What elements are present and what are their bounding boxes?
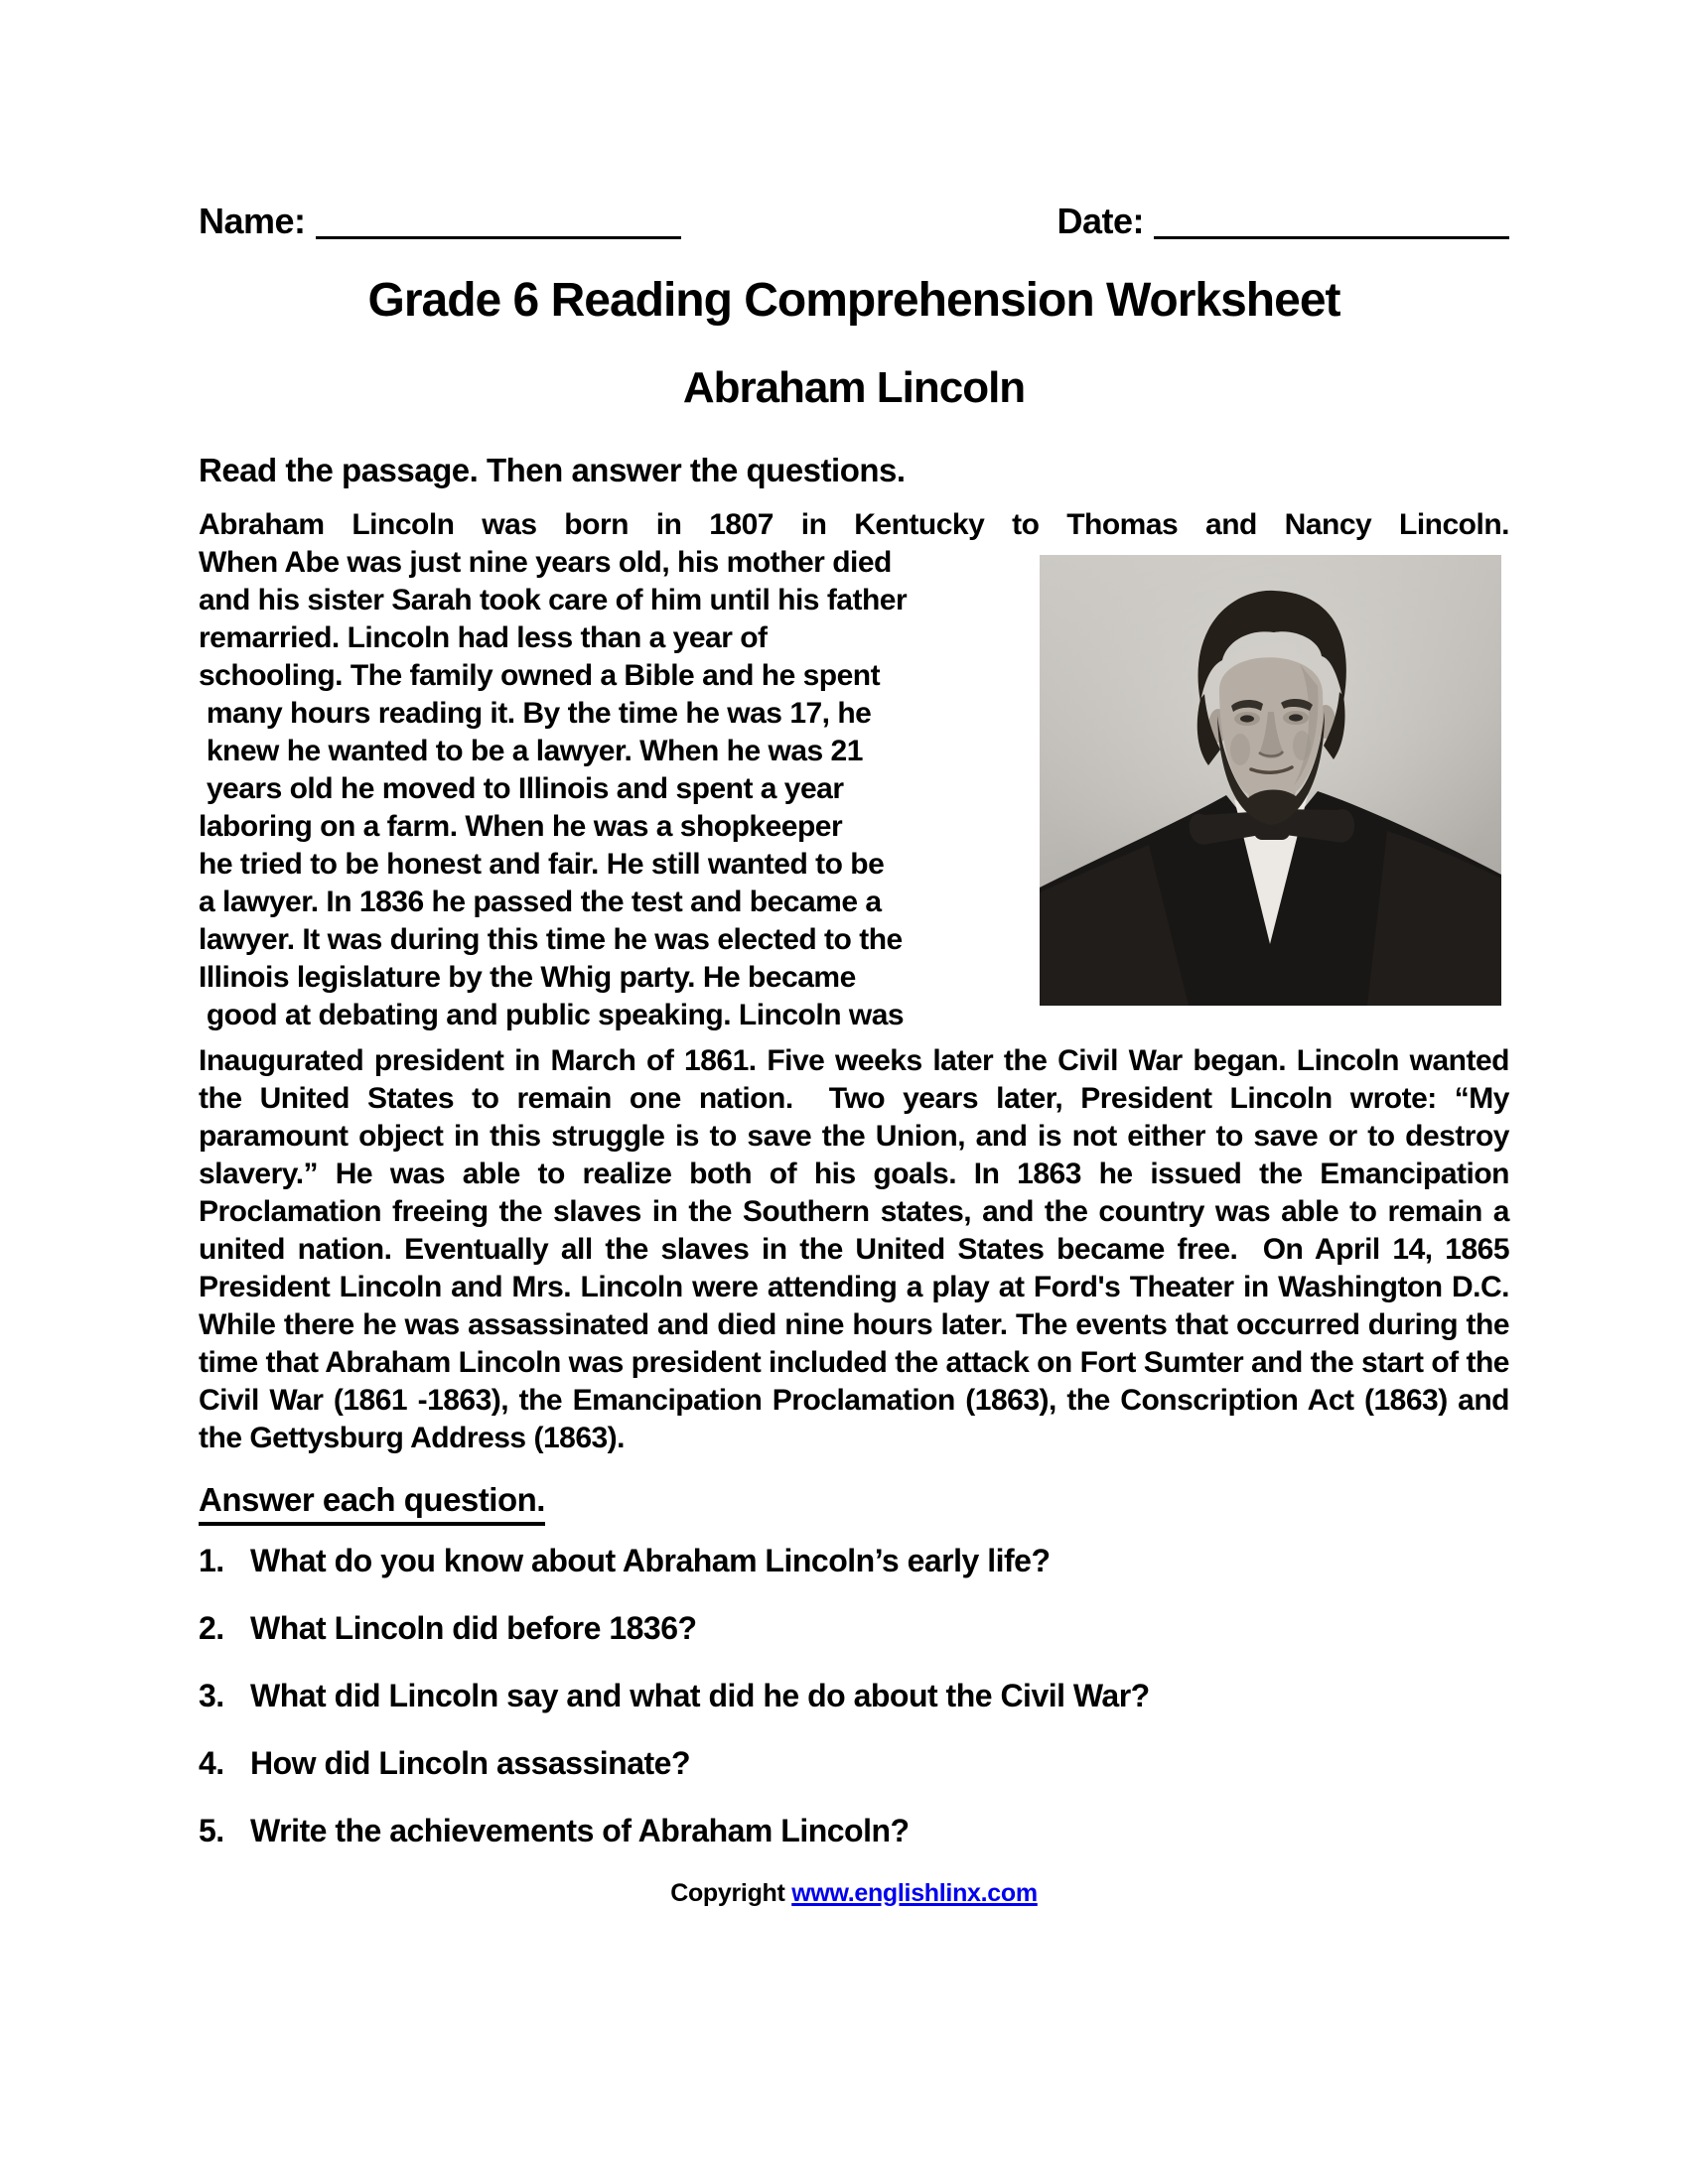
page-title: Grade 6 Reading Comprehension Worksheet	[367, 274, 1340, 327]
passage-first-line: Abraham Lincoln was born in 1807 in Kentucky to Thomas and Nancy Lincoln.	[199, 507, 1509, 541]
passage-rest: Inaugurated president in March of 1861. Five weeks later the Civil War began. Lincoln wanted the United States to remain one nation. Two years later, President Lincoln wrote: “My paramount object in this struggle is to save the Union, and is not either to save or to destroy slavery.” He was able to realize both of his goals. In 1863 he issued the Emancipation Proclamation freeing the slaves in the Southern states, and the country was able to remain a united nation. Eventually all the slaves in the United States became free. On April 14, 1865 President Lincoln and Mrs. Lincoln were attending a play at Ford's Theater in Washington D.C. While there he was assassinated and died nine hours later. The events that occurred during the time that Abraham Lincoln was president included the attack on Fort Sumter and the start of the Civil War (1861 -1863), the Emancipation Proclamation (1863), the Conscription Act (1863) and the Gettysburg Address (1863).	[199, 1043, 1517, 1454]
instructions-text: Read the passage. Then answer the questions.	[199, 451, 906, 488]
date-label: Date:	[1056, 201, 1144, 241]
passage-line: years old he moved to Illinois and spent a year	[199, 771, 844, 805]
passage-line: knew he wanted to be a lawyer. When he was 21	[199, 734, 863, 767]
question-number: 1.	[199, 1542, 224, 1578]
question-item	[199, 1609, 1509, 1647]
passage-line: he tried to be honest and fair. He still wanted to be	[199, 847, 885, 881]
passage-line: a lawyer. In 1836 he passed the test and became a	[199, 885, 882, 918]
passage-line: laboring on a farm. When he was a shopkeeper	[199, 809, 843, 843]
passage-line: When Abe was just nine years old, his mother died	[199, 545, 892, 579]
name-field-group	[199, 201, 681, 241]
date-blank-line	[1154, 205, 1509, 239]
lincoln-portrait-svg	[1040, 555, 1501, 1006]
copyright-text: Copyright	[670, 1878, 792, 1907]
question-item	[199, 1744, 1509, 1782]
question-item	[199, 1677, 1509, 1714]
header-row	[199, 201, 1509, 241]
question-number: 2.	[199, 1609, 224, 1646]
name-blank-line	[316, 205, 681, 239]
questions-heading: Answer each question.	[199, 1481, 1509, 1526]
passage-line: schooling. The family owned a Bible and he spent	[199, 658, 881, 692]
question-text: Write the achievements of Abraham Lincoln?	[250, 1812, 910, 1848]
question-number: 3.	[199, 1677, 224, 1713]
questions-list	[199, 1542, 1509, 1849]
passage	[199, 506, 1517, 1457]
passage-line: Illinois legislature by the Whig party. He became	[199, 960, 856, 994]
passage-line: lawyer. It was during this time he was elected to the	[199, 922, 903, 956]
passage-line: remarried. Lincoln had less than a year of	[199, 620, 768, 654]
question-text: What do you know about Abraham Lincoln’s early life?	[250, 1542, 1051, 1578]
question-number: 5.	[199, 1812, 224, 1848]
question-text: How did Lincoln assassinate?	[250, 1744, 690, 1781]
copyright-line	[199, 1879, 1509, 1908]
question-number: 4.	[199, 1744, 224, 1781]
lincoln-portrait-photo	[1040, 555, 1501, 1006]
passage-line: good at debating and public speaking. Lincoln was	[199, 998, 905, 1031]
date-field-group	[1056, 201, 1509, 241]
question-text: What Lincoln did before 1836?	[250, 1609, 697, 1646]
question-item	[199, 1542, 1509, 1579]
passage-line: many hours reading it. By the time he was 17, he	[199, 696, 872, 730]
question-text: What did Lincoln say and what did he do about the Civil War?	[250, 1677, 1150, 1713]
passage-line: and his sister Sarah took care of him until his father	[199, 583, 908, 616]
question-item	[199, 1812, 1509, 1849]
passage-title: Abraham Lincoln	[682, 363, 1026, 413]
name-label: Name:	[199, 201, 306, 241]
englishlinx-link[interactable]: www.englishlinx.com	[791, 1878, 1038, 1907]
